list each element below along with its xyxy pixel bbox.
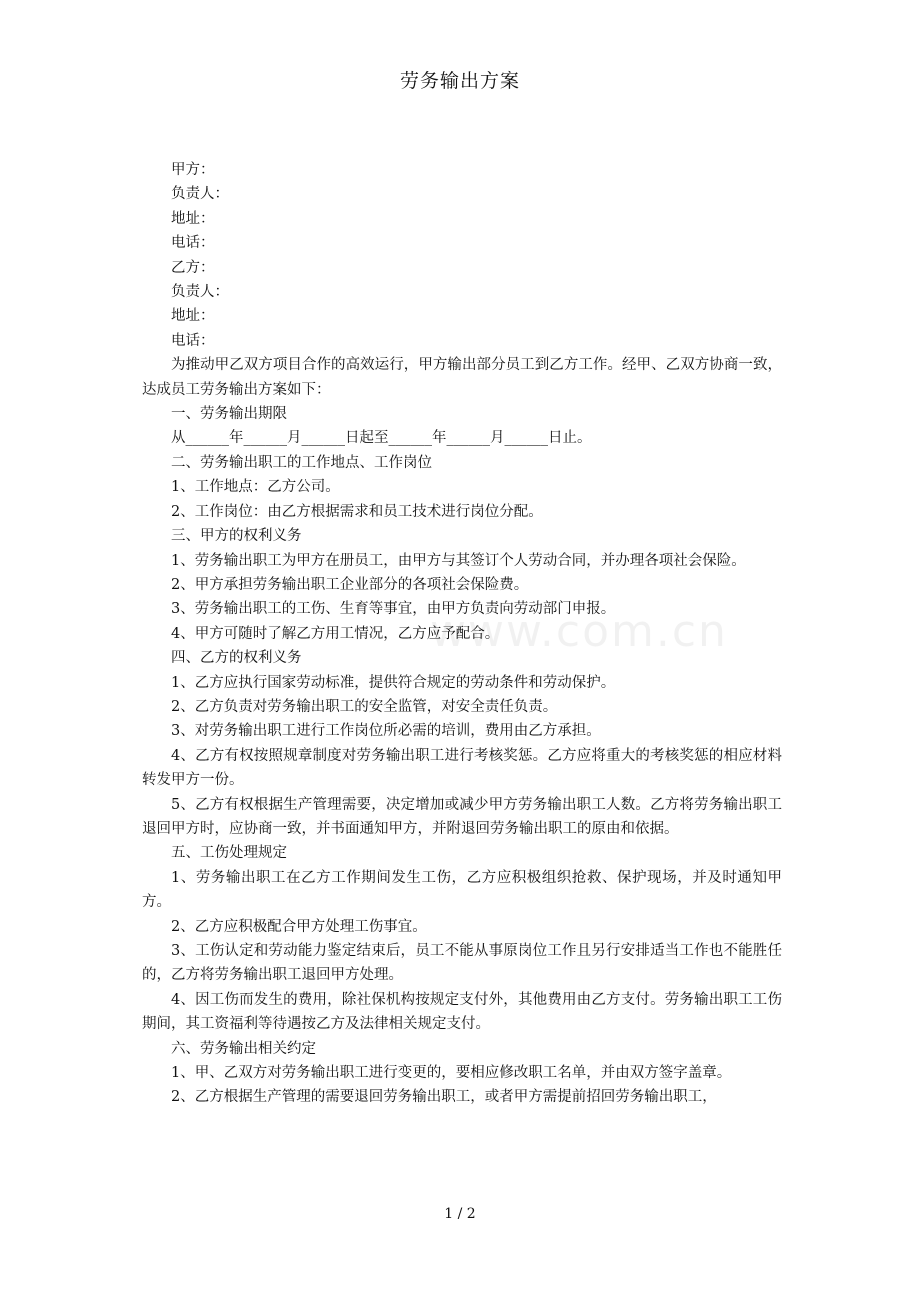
party-b-phone-label: 电话：: [171, 332, 215, 349]
intro-paragraph: 为推动甲乙双方项目合作的高效运行，甲方输出部分员工到乙方工作。经甲、乙双方协商一致，达成员工劳务输出方案如下：: [142, 357, 782, 398]
section-heading: 三、甲方的权利义务: [171, 528, 302, 545]
party-a-address-label: 地址：: [171, 210, 215, 227]
section-heading: 四、乙方的权利义务: [171, 650, 302, 667]
paragraph: 2、乙方负责对劳务输出职工的安全监管，对安全责任负责。: [171, 698, 558, 715]
section-heading: 五、工伤处理规定: [171, 845, 287, 862]
paragraph: 1、甲、乙双方对劳务输出职工进行变更的，要相应修改职工名单，并由双方签字盖章。: [171, 1065, 732, 1082]
paragraph: 1、乙方应执行国家劳动标准，提供符合规定的劳动条件和劳动保护。: [171, 674, 616, 691]
paragraph: 4、乙方有权按照规章制度对劳务输出职工进行考核奖惩。乙方应将重大的考核奖惩的相应材料转发甲方一份。: [142, 747, 782, 789]
party-a-representative-label: 负责人：: [171, 186, 229, 203]
watermark: www.com.cn: [430, 606, 728, 657]
paragraph: 2、工作岗位：由乙方根据需求和员工技术进行岗位分配。: [171, 503, 543, 520]
page-indicator: 1 / 2: [444, 1206, 476, 1222]
paragraph: 2、甲方承担劳务输出职工企业部分的各项社会保险费。: [171, 576, 529, 593]
party-b-representative-label: 负责人：: [171, 284, 229, 301]
paragraph: 3、对劳务输出职工进行工作岗位所必需的培训，费用由乙方承担。: [171, 723, 601, 740]
party-a-label: 甲方：: [171, 162, 215, 178]
paragraph: 1、劳务输出职工为甲方在册员工，由甲方与其签订个人劳动合同，并办理各项社会保险。: [171, 552, 746, 569]
section-heading: 六、劳务输出相关约定: [171, 1040, 316, 1057]
paragraph: 1、工作地点：乙方公司。: [171, 479, 340, 496]
paragraph: 2、乙方根据生产管理的需要退回劳务输出职工，或者甲方需提前招回劳务输出职工，: [171, 1089, 717, 1106]
section-heading: 二、劳务输出职工的工作地点、工作岗位: [171, 454, 432, 471]
party-b-label: 乙方：: [171, 259, 215, 276]
party-a-phone-label: 电话：: [171, 235, 215, 252]
document-title: 劳务输出方案: [399, 70, 520, 92]
paragraph: 4、甲方可随时了解乙方用工情况，乙方应予配合。: [171, 625, 500, 642]
paragraph: 3、劳务输出职工的工伤、生育等事宜，由甲方负责向劳动部门申报。: [171, 601, 616, 618]
paragraph: 2、乙方应积极配合甲方处理工伤事宜。: [171, 918, 427, 935]
party-b-address-label: 地址：: [171, 308, 215, 325]
paragraph: 从______年______月______日起至______年______月______日止。: [171, 430, 592, 447]
paragraph: 1、劳务输出职工在乙方工作期间发生工伤，乙方应积极组织抢救、保护现场，并及时通知甲方。: [142, 869, 782, 911]
paragraph: 5、乙方有权根据生产管理需要，决定增加或减少甲方劳务输出职工人数。乙方将劳务输出职工退回甲方时，应协商一致，并书面通知甲方，并附退回劳务输出职工的原由和依据。: [142, 796, 782, 837]
paragraph: 3、工伤认定和劳动能力鉴定结束后，员工不能从事原岗位工作且另行安排适当工作也不能胜任的，乙方将劳务输出职工退回甲方处理。: [142, 943, 782, 984]
paragraph: 4、因工伤而发生的费用，除社保机构按规定支付外，其他费用由乙方支付。劳务输出职工工伤期间，其工资福利等待遇按乙方及法律相关规定支付。: [142, 991, 782, 1033]
section-heading: 一、劳务输出期限: [171, 406, 287, 423]
